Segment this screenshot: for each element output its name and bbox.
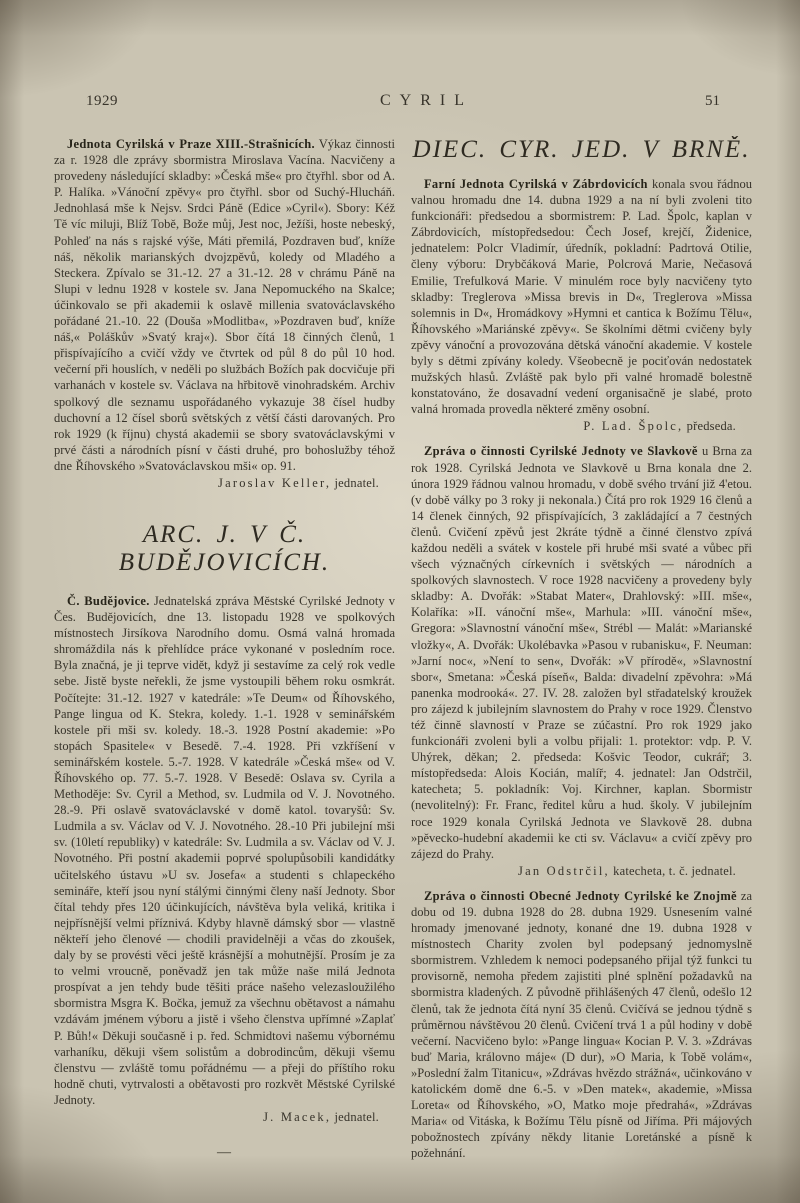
- article-znojmo-body: za dobu od 19. dubna 1928 do 28. dubna 1929. Usnesením valné hromady jmenované jednoty, konané dne 19. dubna 1928 v místnostech Charity zvolen byl podepsaný jednomyslně sbormistrem. Vzhledem k nemoci podepsaného přijal týž funkci tu provisorně, nemoha předem zajistiti plné splnění požadavků na sbormistra kladených. Z původně přihlášených 47 členů, odešlo 12 členů, tak že jednota čítá nyní 35 členů. Cvičívá se jednou týdně s průměrnou návštěvou 20 členů. Cvičení trvá 1 a půl hodiny v době večerní. Nacvičeno bylo: »Pange lingua« Kocian P. V. 3. »Zdrávas buď Maria, královno máje« (D dur), »O Maria, k Tobě volám«, »Poslední žalm Titanicu«, »Zdrávas hvězdo strážná«, učinkováno v katolickém domě dne 6.-5. v »Den matek«, akademie, »Missa Loreta« od Říhovského, »O, Matko moje předrahá«, »Zdrávas Maria« od Vitáska, k Božímu Tělu písně od Jiříma. Při májových pobožnostech zpívány někdy litanie Loretánské a písně k požehnání.: [411, 888, 752, 1161]
- signature-keller: [54, 475, 395, 491]
- section-heading-brno: DIEC. CYR. JED. V BRNĚ.: [412, 136, 751, 163]
- article-praha-strasnice-body: Výkaz činnosti za r. 1928 dle zprávy sbormistra Miroslava Vacína. Nacvičeny a provedeny následující skladby: »Česká mše« pro čtyřhl. sbor od A. P. Halíka. »Vánoční zpěvy« pro čtyřhl. sbor od Suchý-Hlucháň. Jednohlasá mše k Nejsv. Srdci Páně (Edice »Cyril«). Sbory: Kéž Tě víc miluji, Blíž Tobě, Bože můj, Jest noc, Ježíši, hoste nebeský, Pohleď na nás s rajské výše, Máti přemilá, Pozdraven buď, kníže náš, několik marianských dvojzpěvů, koledy od Mladého a Steckera. Zpívalo se 31.-12. 27 a 31.-12. 28 v chrámu Páně na Slupi v lednu 1928 v kostele sv. Jana Nepomuckého na Skalce; účinkovalo se při akademii k oslavě millenia svatováclavského pořádané 21.-10. 22 (Douša »Modlitba«, »Pozdraven buď, kníže náš,« Poláškův »Svatý kraj«). Sbor čítá 18 činných členů, 1 přispívajícího a cvičí vždy ve čtvrtek od půl 8 do půl 10 hod. večerní při houslích, v neděli po službách Božích pak docvičuje při varhanách v kostele sv. Václava na hřbitově vinohradském. Archiv spolkový dle seznamu uspořádaného vykazuje 38 čísel hudby duchovní a 12 čísel sborů světských z větší části darovaných. Pro rok 1929 (k říjnu) chystá akademii se sbory svatováclavskými v prvé části a národních písní v části druhé, pro bohoslužby téhož dne Říhovského »Svatováclavskou mši« op. 91.: [54, 137, 395, 473]
- article-slavkov: [411, 443, 752, 861]
- signature-macek: [54, 1109, 395, 1125]
- signature-macek-name: J. Macek,: [263, 1109, 332, 1124]
- section-heading-budejovice: ARC. J. V Č. BUDĚJOVICÍCH.: [118, 520, 331, 576]
- left-column: [54, 136, 395, 1161]
- article-praha-strasnice: [54, 136, 395, 474]
- article-zabrdovice-body: konala svou řádnou valnou hromadu dne 14. dubna 1929 a na ní byli zvoleni tito funkcionáři: předsedou a sbormistrem: P. Lad. Špolc, kaplan v Zábrdovicích, místopředsedou: Čech Josef, krejčí, Židenice, jednatelem: Polcr Vladimír, úředník, pokladní: Padrtová Otilie, členy výboru: Drybčáková Marie, Polcrová Marie, Nečasová Emilie, Trefulková Marie. V minulém roce byly nacvičeny tyto skladby: Treglerova »Missa brevis in D«, Treglerova »Missa solemnis in D«, Hromádkovy »Hymni et cantica k Božímu Tělu«, Říhovského »Mariánské zpěvy«. Se školními dětmi cvičeny byly zpěvy vánoční a provozována dětská vánoční akademie. V kostele byly s dětmi zpívány koledy. Všeobecně je pociťován nedostatek mužských hlasů. Zvláště pak bylo při valné hromadě bolestně konstatováno, že dosavadní vedení organisačně je slabé, proto valná hromada provedla některé změny osobní.: [411, 177, 752, 417]
- article-slavkov-lead: Zpráva o činnosti Cyrilské Jednoty ve Slavkově: [424, 444, 698, 459]
- right-column: [411, 136, 752, 1161]
- signature-keller-role: jednatel.: [331, 475, 379, 490]
- two-column-body: [0, 110, 800, 1161]
- article-budejovice-lead: Č. Budějovice.: [67, 593, 150, 608]
- article-budejovice-body: Jednatelská zpráva Městské Cyrilské Jednoty v Čes. Budějovicích, dne 13. listopadu 1928 ve spolkových místnostech Jirsíkova Narodního domu. Osmá valná hromada shromáždila nás k přehlídce práce vykonané v posledním roce. Byla značná, je ji teprve vidět, když ji sestavíme za celý rok vedle sebe. Jistě byste neřekli, že jsme vystoupili během roku osmkrát. Počítejte: 31.-12. 1927 v katedrále: »Te Deum« od Říhovského, Pange lingua od K. Stekra, koledy. 1.-1. 1928 v seminářském kostele při mši sv. koledy. 18.-3. 1928 Postní akademie: »Po stopách Spasitele« v Besedě. 7.-4. 1928. Při vzkříšení v seminářském kostele. 5.-7. 1928. V katedrále »Česká mše« od V. Říhovského op. 77. 5.-7. 1928. V Besedě: Oslava sv. Cyrila a Methoděje: Sv. Cyril a Method, sv. Ludmila od V. J. Novotného. 28.-9. Při oslavě svatováclavské v domě katol. tovaryšů: Sv. Ludmila a sv. Václav od V. J. Novotného. 28.-10 Při jubilejní mši sv. (10letí republiky) v katedrále: Sv. Ludmila a sv. Václav od V. J. Novotného. Při postní akademii poprvé spolupůsobili kandidátky učitelského ústavu »U sv. Josefa« a studenti s chlapeckého semináře, kteří jsou nyní stálými činnými členy naší Jednoty. Sbor čítal tehdy přes 120 účinkujících, návštěva byla veliká, kritika i nejpřísnější velmi příznivá. Kdyby hlavně dámský sbor — vlastně někteří jeho členové — chodili pravidelněji a včas do zkoušek, daly by se provésti věci ještě krásnější a mohutnější. Prosím je za to velmi vroucně, poněvadž jen tak může naše milá Jednota prospívat a jen tehdy bude těšiti práce našeho velezasloužilého sbormistra Msgra K. Bočka, jemuž za všechnu obětavost a námahu vzdávám jménem výboru a jistě i všeho členstva upřímné »Zaplať P. Bůh!« Děkuji současně i p. řed. Schmidtovi našemu výbornému varhaníku, děkuji všem solistům a dobrodincům, děkuji všemu členstvu — zvláště tomu pořádnému — a přeji do příštího roku hodně chuti, vytrvalosti a obětavosti pro rozkvět Městské Cyrilské Jednoty.: [54, 593, 395, 1107]
- signature-macek-role: jednatel.: [331, 1109, 379, 1124]
- signature-odstrcil-name: Jan Odstrčil,: [518, 863, 610, 878]
- masthead: [0, 0, 800, 110]
- end-divider-dash: —: [217, 1144, 232, 1160]
- signature-odstrcil: [411, 863, 752, 879]
- journal-title: CYRIL: [380, 92, 473, 109]
- signature-spolc: [411, 418, 752, 434]
- masthead-year: 1929: [86, 93, 118, 109]
- article-znojmo-lead: Zpráva o činnosti Obecné Jednoty Cyrilské ke Znojmě: [424, 888, 737, 903]
- article-znojmo: [411, 888, 752, 1162]
- signature-keller-name: Jaroslav Keller,: [218, 475, 332, 490]
- article-slavkov-body: u Brna za rok 1928. Cyrilská Jednota ve Slavkově u Brna konala dne 2. února 1929 řádnou valnou hromadu, v době svého trvání již 4'etou. (v době války po 3 roky ji nekonala.) Čítá pro rok 1929 16 členů a 14 členek činných, 92 přispívajících, 3 zakládající a 7 čestných členů. Cvičení zpěvů jest 2kráte týdně a činné členstvo zpívá každou neděli a svátek v kostele při hrubé mši svaté a vůbec při všech význačných církevních i světských — národních a spolkových slavnostech. V roce 1928 nacvičeny a provedeny byly skladby: A. Dvořák: »Stabat Mater«, Drahlovský: »III. mše«, Kolaříka: »II. vánoční mše«, Marhula: »III. vánoční mše«, Gregora: »Slavnostní vánoční mše«, Strébl — Malát: »Marianské vložky«, A. Dvořák: Ukolébavka »Pasou v rubanisku«, F. Neuman: »Jarní noc«, »Není to sen«, Dvořák: »V přírodě«, »Slavnostní sbor«, Smetana: »Česká píseň«, Balda: divadelní zpěvohra: »Má panenka modrooká«. 27. IV. 28. založen byl střadatelský kroužek pro zájezd k jubilejním slavnostem do Prahy v roce 1929. Členstvo též činně slavností v Praze se zúčastní. Pro rok 1929 jako funkcionáři zvoleni byli a volbu přijali: 1. protektor: vdp. P. V. Uhýrek, děkan; 2. předseda: Košvic Teodor, cukrář; 3. místopředseda: Alois Kocián, malíř; 4. jednatel: Jan Odstrčil, katecheta; 5. pokladník: Voj. Kirchner, kaplan. Sbormistr (nevolitelný): Fr. Franc, ředitel kůru a hud. školy. V jubilejním roce 1929 konala Cyrilská Jednota ve Slavkově 28. dubna »pěvecko-hudební akademii ke cti sv. Václavu« a cvičí zpěvy pro zájezd do Prahy.: [411, 444, 752, 861]
- article-praha-strasnice-lead: Jednota Cyrilská v Praze XIII.-Strašnicích.: [67, 137, 315, 151]
- article-budejovice: [54, 593, 395, 1108]
- article-zabrdovice-lead: Farní Jednota Cyrilská v Zábrdovicích: [424, 177, 648, 191]
- signature-odstrcil-role: katecheta, t. č. jednatel.: [609, 863, 736, 878]
- page-number: 51: [705, 93, 720, 109]
- signature-spolc-name: P. Lad. Špolc,: [583, 419, 684, 434]
- signature-spolc-role: předseda.: [683, 419, 736, 434]
- article-zabrdovice: [411, 176, 752, 417]
